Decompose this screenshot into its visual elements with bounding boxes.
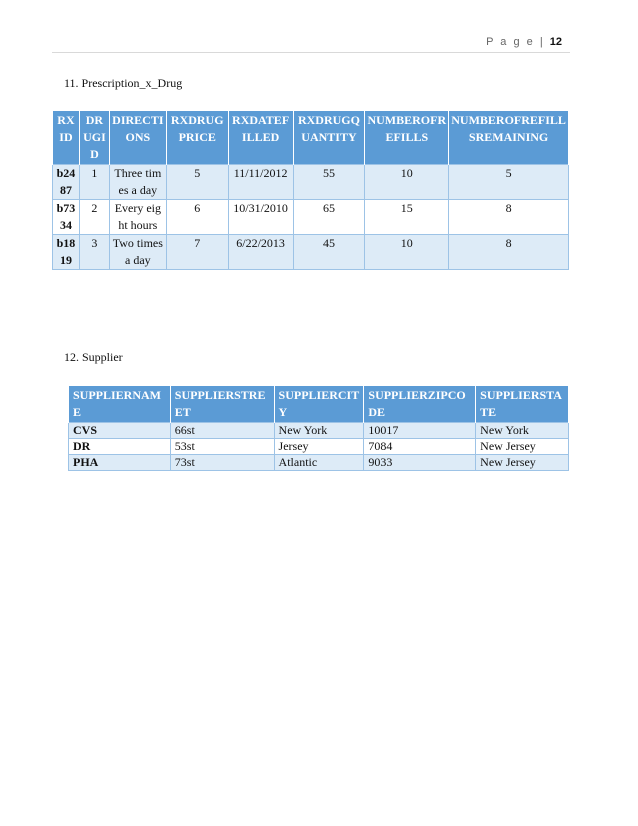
table-row xyxy=(53,200,569,235)
table-cell: Three times a day xyxy=(109,165,166,200)
table-cell: 65 xyxy=(293,200,365,235)
table-cell: 73st xyxy=(170,455,274,471)
table-cell: Jersey xyxy=(274,439,364,455)
table-cell: New Jersey xyxy=(476,455,569,471)
table-row xyxy=(69,455,569,471)
supplier-table xyxy=(68,386,569,471)
table-cell: 3 xyxy=(79,235,109,270)
table-cell: 45 xyxy=(293,235,365,270)
page-header xyxy=(486,36,562,48)
table-row xyxy=(53,165,569,200)
table-cell: DR xyxy=(69,439,171,455)
table-cell: 6 xyxy=(166,200,228,235)
table-cell: 10 xyxy=(365,235,449,270)
page-separator: | xyxy=(539,36,545,48)
table-cell: b1819 xyxy=(53,235,80,270)
table-cell: Every eight hours xyxy=(109,200,166,235)
table-cell: New York xyxy=(274,423,364,439)
column-header: SUPPLIERCITY xyxy=(274,386,364,423)
table-cell: 6/22/2013 xyxy=(228,235,293,270)
table-cell: New York xyxy=(476,423,569,439)
table-cell: 15 xyxy=(365,200,449,235)
column-header: DRUGID xyxy=(79,111,109,165)
column-header: RXDATEFILLED xyxy=(228,111,293,165)
section-title-prescription-x-drug: 11. Prescription_x_Drug xyxy=(64,76,183,90)
table-cell: Atlantic xyxy=(274,455,364,471)
table-row xyxy=(69,423,569,439)
column-header: DIRECTIONS xyxy=(109,111,166,165)
table-cell: New Jersey xyxy=(476,439,569,455)
section-title-supplier: 12. Supplier xyxy=(64,350,123,364)
table-cell: PHA xyxy=(69,455,171,471)
prescription-x-drug-table xyxy=(52,111,569,270)
column-header: RXDRUGPRICE xyxy=(166,111,228,165)
table-cell: 10/31/2010 xyxy=(228,200,293,235)
page-label: P a g e xyxy=(486,36,535,48)
column-header: RXDRUGQUANTITY xyxy=(293,111,365,165)
table-cell: 11/11/2012 xyxy=(228,165,293,200)
column-header: NUMBEROFREFILLSREMAINING xyxy=(449,111,569,165)
table-cell: 5 xyxy=(449,165,569,200)
table-cell: 9033 xyxy=(364,455,476,471)
column-header: SUPPLIERNAME xyxy=(69,386,171,423)
table-cell: 1 xyxy=(79,165,109,200)
table-header-row xyxy=(69,386,569,423)
table-cell: 8 xyxy=(449,235,569,270)
page-number: 12 xyxy=(549,36,562,48)
table-cell: 53st xyxy=(170,439,274,455)
header-rule xyxy=(52,52,570,53)
table-row xyxy=(53,235,569,270)
table-cell: 5 xyxy=(166,165,228,200)
table-cell: 55 xyxy=(293,165,365,200)
table-cell: 7084 xyxy=(364,439,476,455)
column-header: SUPPLIERZIPCODE xyxy=(364,386,476,423)
table-cell: 2 xyxy=(79,200,109,235)
table-cell: Two times a day xyxy=(109,235,166,270)
table-cell: CVS xyxy=(69,423,171,439)
table-cell: b2487 xyxy=(53,165,80,200)
column-header: RXID xyxy=(53,111,80,165)
column-header: SUPPLIERSTREET xyxy=(170,386,274,423)
table-cell: 66st xyxy=(170,423,274,439)
table-cell: 8 xyxy=(449,200,569,235)
table-cell: 7 xyxy=(166,235,228,270)
table-row xyxy=(69,439,569,455)
table-cell: 10 xyxy=(365,165,449,200)
column-header: SUPPLIERSTATE xyxy=(476,386,569,423)
table-cell: b7334 xyxy=(53,200,80,235)
table-cell: 10017 xyxy=(364,423,476,439)
table-header-row xyxy=(53,111,569,165)
column-header: NUMBEROFREFILLS xyxy=(365,111,449,165)
